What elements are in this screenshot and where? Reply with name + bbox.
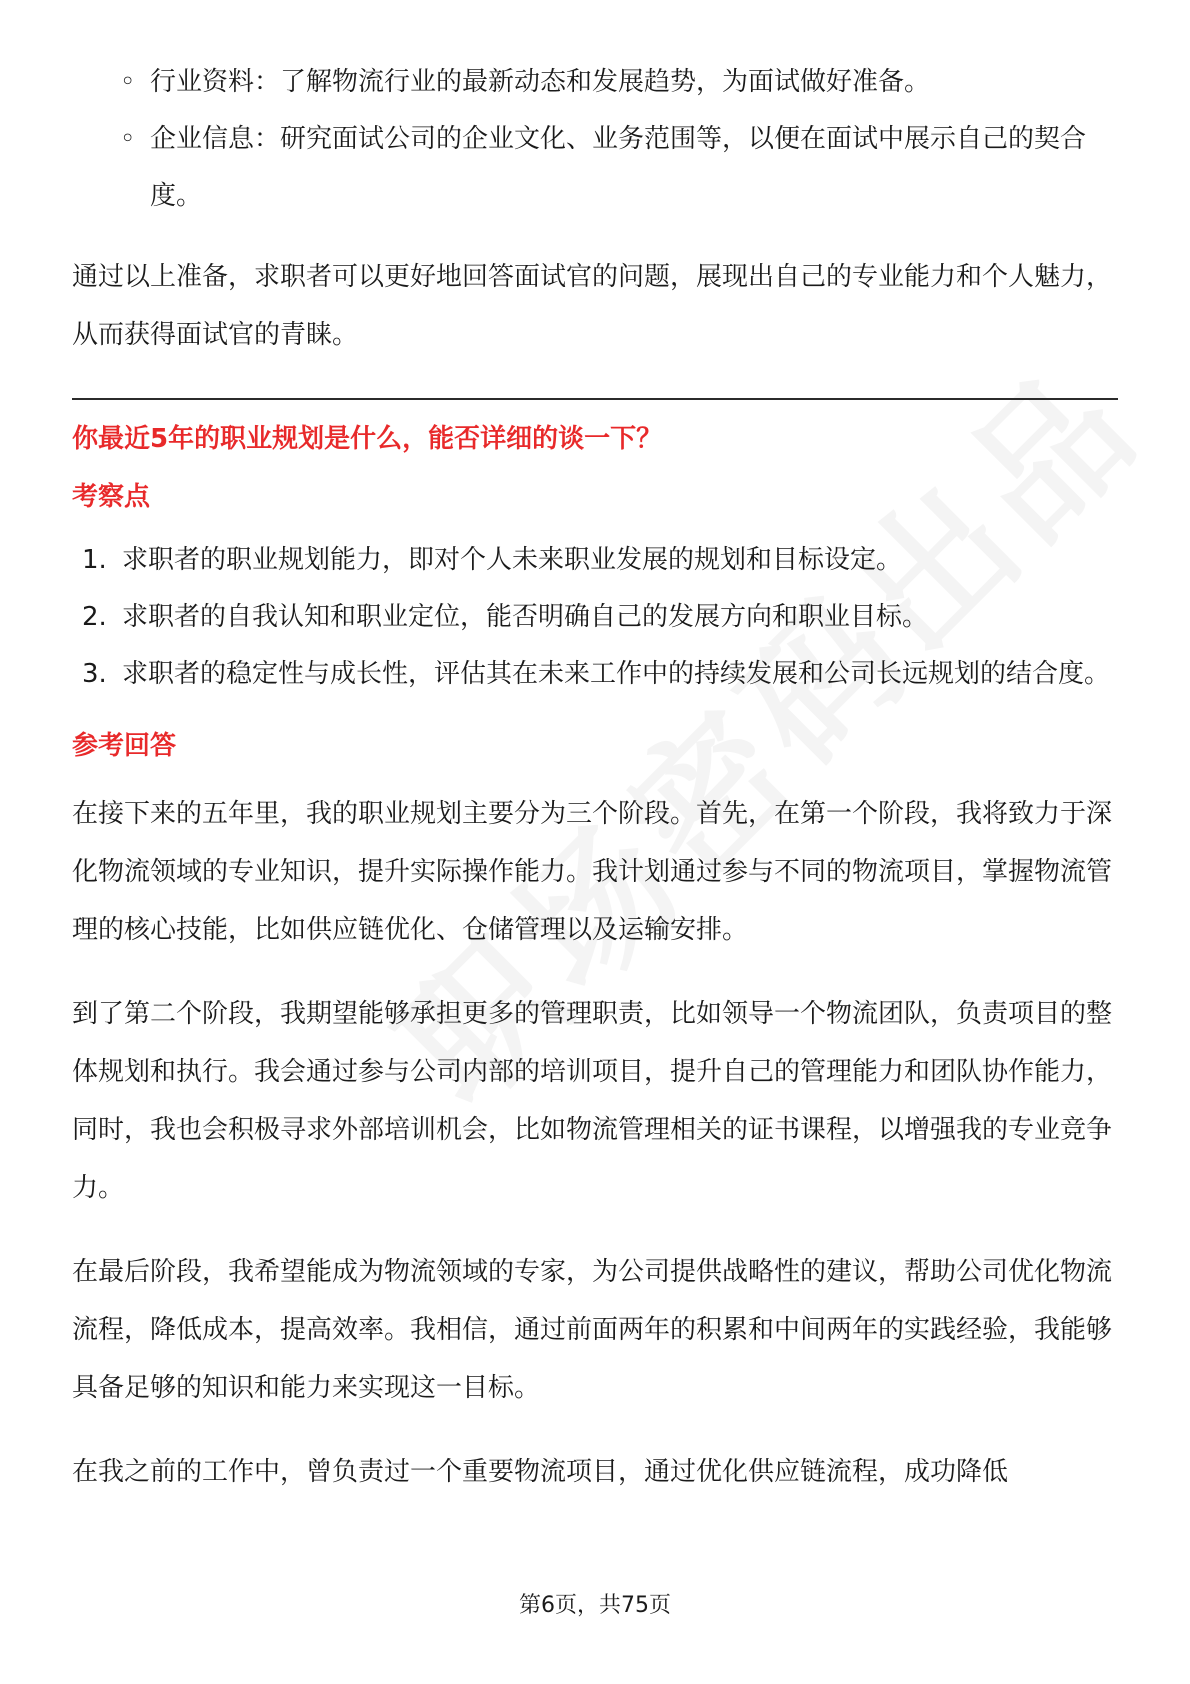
bullet-icon: ◦: [120, 124, 136, 154]
list-item-text: 行业资料：了解物流行业的最新动态和发展趋势，为面试做好准备。: [150, 67, 931, 97]
answer-paragraph: 到了第二个阶段，我期望能够承担更多的管理职责，比如领导一个物流团队，负责项目的整体规划和执行。我会通过参与公司内部的培训项目，提升自己的管理能力和团队协作能力，同时，我也会积极寻求外部培训机会，比如物流管理相关的证书课程，以增强我的专业竞争力。: [72, 999, 1113, 1203]
page-footer: 第6页，共75页: [519, 1593, 671, 1618]
answer-paragraph: 在最后阶段，我希望能成为物流领域的专家，为公司提供战略性的建议，帮助公司优化物流流程，降低成本，提高效率。我相信，通过前面两年的积累和中间两年的实践经验，我能够具备足够的知识和能力来实现这一目标。: [72, 1257, 1113, 1403]
list-number: 3.: [82, 659, 107, 689]
list-item-text: 求职者的自我认知和职业定位，能否明确自己的发展方向和职业目标。: [122, 602, 929, 632]
list-item-text: 求职者的稳定性与成长性，评估其在未来工作中的持续发展和公司长远规划的结合度。: [122, 659, 1111, 689]
section-divider: [72, 398, 1118, 400]
resource-list: [72, 54, 1118, 225]
list-item-text: 企业信息：研究面试公司的企业文化、业务范围等，以便在面试中展示自己的契合度。: [150, 124, 1087, 211]
list-item-text: 求职者的职业规划能力，即对个人未来职业发展的规划和目标设定。: [122, 545, 903, 575]
points-heading: 考察点: [72, 482, 151, 512]
answer-paragraph: 在我之前的工作中，曾负责过一个重要物流项目，通过优化供应链流程，成功降低: [72, 1457, 1009, 1487]
answer-heading: 参考回答: [72, 731, 177, 761]
points-list: [72, 532, 1118, 703]
list-number: 2.: [82, 602, 107, 632]
page-content: [72, 54, 1118, 1501]
bullet-icon: ◦: [120, 67, 136, 97]
list-item: [120, 111, 1118, 225]
list-item: [82, 532, 1118, 589]
question-title: 你最近5年的职业规划是什么，能否详细的谈一下？: [72, 424, 663, 454]
list-item: [82, 646, 1118, 703]
list-item: [120, 54, 1118, 111]
answer-paragraph: 在接下来的五年里，我的职业规划主要分为三个阶段。首先，在第一个阶段，我将致力于深化物流领域的专业知识，提升实际操作能力。我计划通过参与不同的物流项目，掌握物流管理的核心技能，比如供应链优化、仓储管理以及运输安排。: [72, 799, 1113, 945]
summary-paragraph: 通过以上准备，求职者可以更好地回答面试官的问题，展现出自己的专业能力和个人魅力，从而获得面试官的青睐。: [72, 262, 1113, 350]
list-number: 1.: [82, 545, 107, 575]
list-item: [82, 589, 1118, 646]
